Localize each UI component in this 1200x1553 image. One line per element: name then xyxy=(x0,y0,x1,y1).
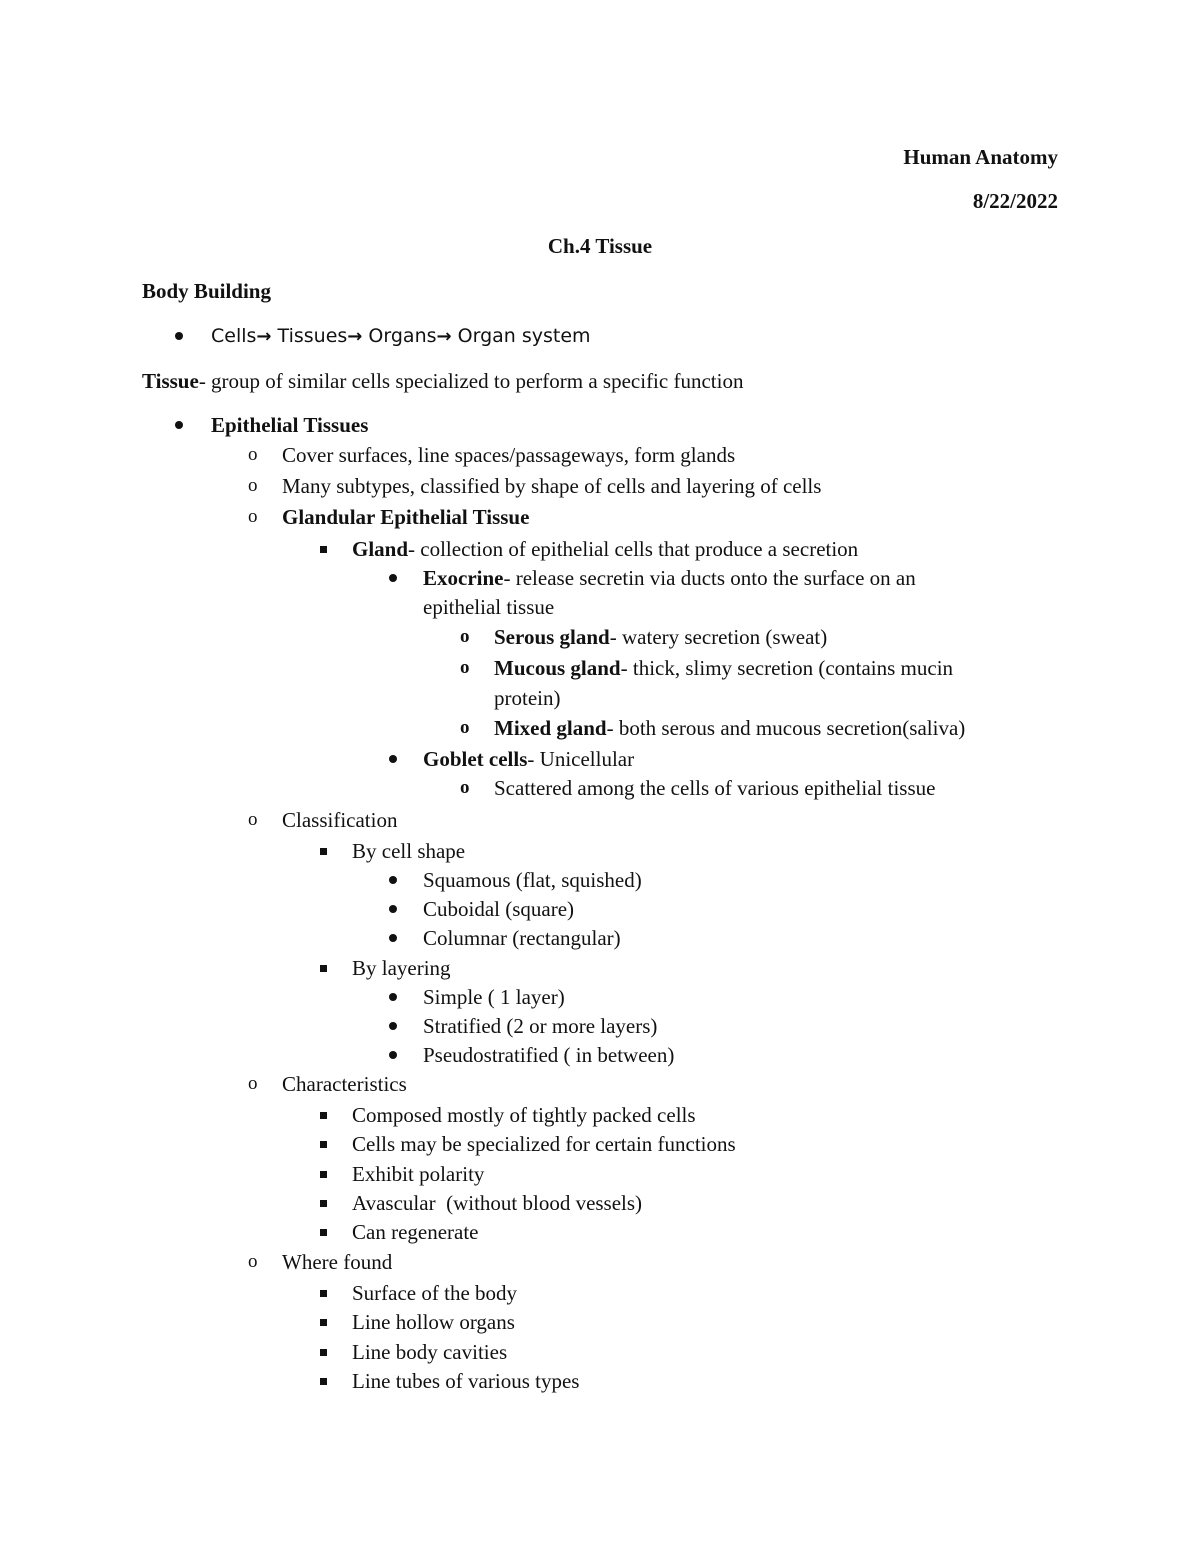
list-item: o Characteristics xyxy=(248,1072,407,1096)
arrow-right-icon: → xyxy=(347,326,363,347)
list-item: Pseudostratified ( in between) xyxy=(389,1042,1089,1068)
square-bullet-icon xyxy=(320,1141,327,1148)
list-item: o Mixed gland- both serous and mucous secretion(saliva) xyxy=(460,716,966,740)
bullet-dot-icon xyxy=(175,421,183,429)
open-circle-icon: o xyxy=(248,444,258,465)
square-bullet-icon xyxy=(320,965,327,972)
open-circle-icon: o xyxy=(248,475,258,496)
bullet-dot-icon xyxy=(389,574,397,582)
bullet-dot-icon xyxy=(175,332,183,340)
list-item: Line body cavities xyxy=(318,1339,1018,1365)
list-item: Cuboidal (square) xyxy=(389,896,1089,922)
term-tissue: Tissue xyxy=(142,369,199,393)
bullet-dot-icon xyxy=(389,993,397,1001)
list-item: Exhibit polarity xyxy=(318,1161,1018,1187)
bullet-dot-icon xyxy=(389,934,397,942)
list-item: Surface of the body xyxy=(318,1280,1018,1306)
flow-tissues: Tissues xyxy=(271,325,348,347)
flow-cells: Cells xyxy=(211,325,257,347)
tissue-definition xyxy=(142,368,743,394)
open-circle-icon: o xyxy=(248,1251,258,1272)
definition-text: - group of similar cells specialized to perform a specific function xyxy=(198,369,744,393)
list-item: Stratified (2 or more layers) xyxy=(389,1013,1089,1039)
course-title: Human Anatomy xyxy=(903,145,1058,169)
list-item: o Serous gland- watery secretion (sweat) xyxy=(460,625,828,649)
square-bullet-icon xyxy=(320,1229,327,1236)
section-heading-body-building: Body Building xyxy=(142,279,271,303)
list-item: Avascular (without blood vessels) xyxy=(318,1190,1018,1216)
list-item: Goblet cells- Unicellular xyxy=(389,746,1089,772)
bullet-dot-icon xyxy=(389,1051,397,1059)
list-item: o Scattered among the cells of various epithelial tissue xyxy=(460,776,936,800)
list-item: Exocrine- release secretin via ducts onto the surface on an xyxy=(389,565,1089,591)
list-item: Can regenerate xyxy=(318,1219,1018,1245)
list-item: o Mucous gland- thick, slimy secretion (contains mucin xyxy=(460,656,954,680)
bullet-dot-icon xyxy=(389,1022,397,1030)
list-item: o Cover surfaces, line spaces/passageways, form glands xyxy=(248,443,736,467)
bullet-dot-icon xyxy=(389,905,397,913)
arrow-right-icon: → xyxy=(436,326,452,347)
square-bullet-icon xyxy=(320,1200,327,1207)
list-item-epithelial xyxy=(175,412,575,438)
open-circle-icon: o xyxy=(248,1073,258,1094)
list-item: Columnar (rectangular) xyxy=(389,925,1089,951)
square-bullet-icon xyxy=(320,1171,327,1178)
open-circle-icon: o xyxy=(460,657,470,678)
open-circle-icon: o xyxy=(460,717,470,738)
list-item: By layering xyxy=(318,955,1018,981)
list-item: Simple ( 1 layer) xyxy=(389,984,1089,1010)
list-item: o Where found xyxy=(248,1250,393,1274)
list-item-flow xyxy=(175,323,875,349)
list-item: Line tubes of various types xyxy=(318,1368,1018,1394)
square-bullet-icon xyxy=(320,546,327,553)
list-item: Line hollow organs xyxy=(318,1309,1018,1335)
list-item-continuation: epithelial tissue xyxy=(423,595,555,619)
list-item-continuation: protein) xyxy=(494,686,561,710)
square-bullet-icon xyxy=(320,1378,327,1385)
square-bullet-icon xyxy=(320,1349,327,1356)
chapter-title: Ch.4 Tissue xyxy=(547,234,653,258)
list-item: o Many subtypes, classified by shape of cells and layering of cells xyxy=(248,474,822,498)
list-item: o Glandular Epithelial Tissue xyxy=(248,505,530,529)
flow-organ-system: Organ system xyxy=(451,325,591,347)
list-item: Cells may be specialized for certain functions xyxy=(318,1131,1018,1157)
heading-epithelial: Epithelial Tissues xyxy=(211,413,369,437)
list-item: o Classification xyxy=(248,808,398,832)
bullet-dot-icon xyxy=(389,876,397,884)
square-bullet-icon xyxy=(320,1319,327,1326)
open-circle-icon: o xyxy=(460,626,470,647)
square-bullet-icon xyxy=(320,1112,327,1119)
square-bullet-icon xyxy=(320,1290,327,1297)
open-circle-icon: o xyxy=(248,809,258,830)
square-bullet-icon xyxy=(320,848,327,855)
note-date: 8/22/2022 xyxy=(972,189,1058,213)
open-circle-icon: o xyxy=(248,506,258,527)
flow-organs: Organs xyxy=(362,325,437,347)
list-item: Composed mostly of tightly packed cells xyxy=(318,1102,1018,1128)
list-item: Gland- collection of epithelial cells that produce a secretion xyxy=(318,536,1018,562)
bullet-dot-icon xyxy=(389,755,397,763)
open-circle-icon: o xyxy=(460,777,470,798)
arrow-right-icon: → xyxy=(256,326,272,347)
list-item: By cell shape xyxy=(318,838,1018,864)
list-item: Squamous (flat, squished) xyxy=(389,867,1089,893)
